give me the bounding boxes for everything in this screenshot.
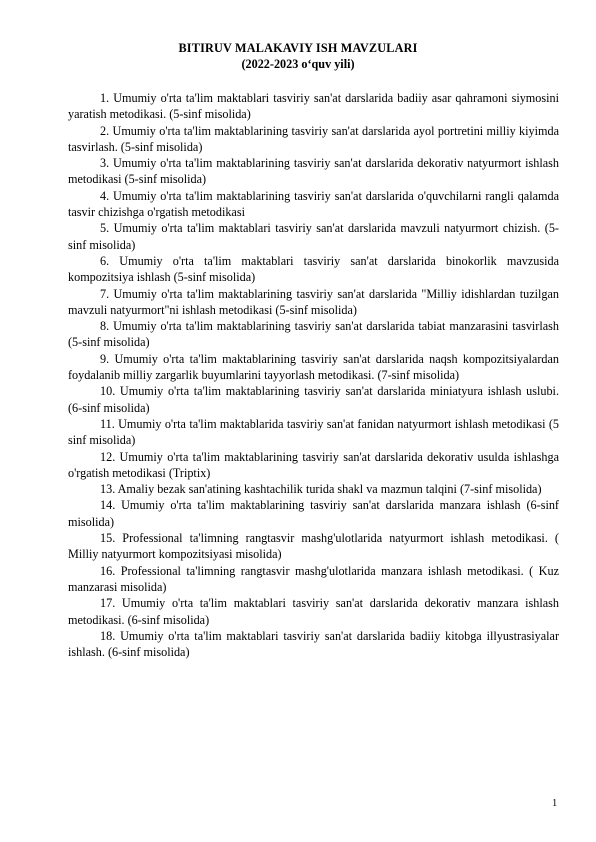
topic-item: 5. Umumiy o'rta ta'lim maktablari tasviriy san'at darslarida mavzuli natyurmort chizish. (5-sinf misolida): [68, 221, 559, 252]
topic-item: 12. Umumiy o'rta ta'lim maktablarining tasviriy san'at darslarida dekorativ usulda ishlashga o'rgatish metodikasi (Triptix): [68, 449, 559, 480]
topic-item: 10. Umumiy o'rta ta'lim maktablarining tasviriy san'at darslarida miniatyura ishlash uslubi. (6-sinf misolida): [68, 384, 559, 415]
topic-item: 9. Umumiy o'rta ta'lim maktablarining tasviriy san'at darslarida naqsh kompozitsiyalardan foydalanib milliy zargarlik buyumlarini tayyorlash metodikasi. (7-sinf misolida): [68, 351, 559, 383]
document-title: BITIRUV MALAKAVIY ISH MAVZULARI: [178, 41, 418, 55]
topic-item: 18. Umumiy o'rta ta'lim maktablari tasviriy san'at darslarida badiiy kitobga illyustrasiyalar ishlash. (6-sinf misolida): [68, 628, 559, 660]
topic-item: 1. Umumiy o'rta ta'lim maktablari tasviriy san'at darslarida badiiy asar qahramoni siymosini yaratish metodikasi. (5-sinf misolida): [68, 91, 559, 122]
topic-item: 14. Umumiy o'rta ta'lim maktablarining tasviriy san'at darslarida manzara ishlash (6-sinf misolida): [68, 498, 559, 529]
topic-item: 15. Professional ta'limning rangtasvir mashg'ulotlarida natyurmort ishlash metodikasi. ( Milliy natyurmort kompozitsiyasi misolida): [68, 531, 559, 562]
topic-item: 3. Umumiy o'rta ta'lim maktablarining tasviriy san'at darslarida dekorativ natyurmort ishlash metodikasi (5-sinf misolida): [68, 156, 559, 187]
topic-item: 7. Umumiy o'rta ta'lim maktablarining tasviriy san'at darslarida "Milliy idishlardan tuzilgan mavzuli natyurmort"ni ishlash metodikasi (5-sinf misolida): [68, 286, 559, 317]
topic-item: 4. Umumiy o'rta ta'lim maktablarining tasviriy san'at darslarida o'quvchilarni rangli qalamda tasvir chizishga o'rgatish metodikasi: [68, 188, 559, 220]
topic-item: 16. Professional ta'limning rangtasvir mashg'ulotlarida manzara ishlash metodikasi. ( Kuz manzarasi misolida): [68, 563, 559, 594]
topic-item: 8. Umumiy o'rta ta'lim maktablarining tasviriy san'at darslarida tabiat manzarasini tasvirlash (5-sinf misolida): [68, 319, 559, 350]
topic-list: [68, 90, 559, 660]
topic-item: 6. Umumiy o'rta ta'lim maktablari tasviriy san'at darslarida binokorlik mavzusida kompozitsiya ishlash (5-sinf misolida): [68, 253, 559, 285]
academic-year-subtitle: (2022-2023 o‘quv yili): [241, 57, 355, 71]
page-number: 1: [552, 798, 558, 809]
topic-item: 17. Umumiy o'rta ta'lim maktablari tasviriy san'at darslarida dekorativ manzara ishlash metodikasi. (6-sinf misolida): [68, 596, 559, 627]
topic-item: 2. Umumiy o'rta ta'lim maktablarining tasviriy san'at darslarida ayol portretini milliy kiyimda tasvirlash. (5-sinf misolida): [68, 123, 559, 154]
topic-item: 11. Umumiy o'rta ta'lim maktablarida tasviriy san'at fanidan natyurmort ishlash metodikasi (5 sinf misolida): [68, 416, 559, 448]
topic-item: 13. Amaliy bezak san'atining kashtachilik turida shakl va mazmun talqini (7-sinf misolida): [100, 482, 542, 497]
